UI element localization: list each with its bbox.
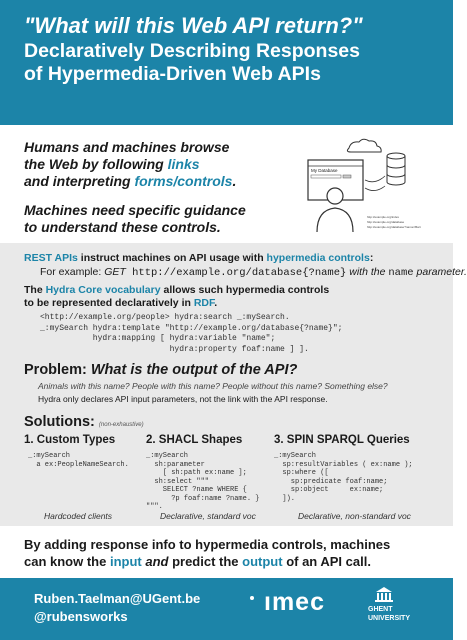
- hypermedia-controls-highlight: hypermedia controls: [266, 252, 370, 264]
- example-text: parameter.: [413, 266, 467, 278]
- output-highlight: output: [242, 554, 283, 569]
- solution-title-2: 2. SHACL Shapes: [146, 434, 243, 446]
- solution-title-1: 1. Custom Types: [24, 434, 116, 446]
- solution-code-2: _:mySearch sh:parameter [ sh:path ex:name ]; sh:select """ SELECT ?name WHERE { ?p foaf:name ?name. } """.: [146, 452, 260, 511]
- content-panel: [0, 243, 467, 526]
- problem-label: Problem:: [24, 362, 91, 378]
- university-building-icon: [374, 586, 394, 602]
- solution-title-3: 3. SPIN SPARQL Queries: [274, 434, 410, 446]
- person-body: [317, 208, 353, 232]
- problem-explanation: Hydra only declares API input parameters, not the link with the API response.: [38, 394, 328, 404]
- example-text: For example:: [40, 266, 105, 278]
- hydra-line-1: [24, 284, 329, 297]
- contact-handle[interactable]: @rubensworks: [34, 609, 128, 624]
- browser-window-title: My Database: [311, 168, 338, 173]
- conclusion-and: and: [141, 554, 169, 569]
- conclusion-text: of an API call.: [282, 554, 371, 569]
- solution-caption-1: Hardcoded clients: [44, 511, 113, 521]
- conclusion-line-1: By adding response info to hypermedia controls, machines: [24, 537, 391, 552]
- person-head: [327, 188, 343, 204]
- poster-title-line2: of Hypermedia-Driven Web APIs: [24, 63, 321, 85]
- url-line: http://example.org/database?name=Bart: [367, 225, 421, 229]
- database-icon: [387, 153, 405, 185]
- example-url: http://example.org/database{?name}: [125, 267, 347, 279]
- poster-header: [0, 0, 453, 125]
- problem-question: What is the output of the API?: [90, 362, 298, 378]
- example-text: with the: [346, 266, 389, 278]
- separator-dot: [250, 596, 254, 600]
- rest-apis-highlight: REST APIs: [24, 252, 78, 264]
- hydra-text: allows such hypermedia controls: [160, 284, 330, 296]
- ghent-university-logo: [368, 586, 411, 623]
- contact-email[interactable]: Ruben.Taelman@UGent.be: [34, 591, 201, 606]
- intro-section: [0, 125, 453, 243]
- forms-highlight: forms/controls: [134, 173, 233, 189]
- intro-text: the Web by following: [24, 156, 168, 172]
- intro-paragraph-guidance: [24, 202, 246, 236]
- poster-footer: [0, 578, 453, 640]
- problem-heading: [24, 362, 297, 378]
- hydra-line-2: [24, 297, 217, 310]
- solution-code-3: _:mySearch sp:resultVariables ( ex:name ); sp:where ([ sp:predicate foaf:name; sp:object ex:name; ]).: [274, 452, 413, 503]
- example-param: name: [388, 267, 414, 279]
- rdf-highlight: RDF: [193, 297, 215, 309]
- rest-text: instruct machines on API usage with: [77, 252, 267, 264]
- hydra-text: .: [214, 297, 218, 309]
- url-line: http://example.org/index: [367, 215, 400, 219]
- poster-title-line1: Declaratively Describing Responses: [24, 40, 360, 62]
- rest-text: :: [369, 252, 374, 264]
- imec-logo: ımec: [264, 588, 325, 616]
- contact-block: [34, 590, 200, 626]
- links-highlight: links: [167, 156, 200, 172]
- intro-paragraph-browse: [24, 139, 236, 190]
- conclusion-text: can know the: [24, 554, 110, 569]
- conclusion-text: predict the: [168, 554, 243, 569]
- solutions-note: (non-exhaustive): [98, 422, 144, 428]
- hydra-text: to be represented declaratively in: [24, 297, 194, 309]
- hydra-code-block: <http://example.org/people> hydra:search _:mySearch. _:mySearch hydra:template "http://example.org/database{?name}"; hydra:mapping [ hydra:variable "name"; hydra:property foaf:name ] ].: [40, 313, 343, 354]
- problem-examples: Animals with this name? People with this name? People without this name? Something else?: [38, 381, 388, 391]
- solution-caption-2: Declarative, standard voc: [160, 511, 256, 521]
- solutions-heading: [24, 414, 144, 430]
- url-line: http://example.org/database: [367, 220, 405, 224]
- browser-user-illustration: [305, 140, 445, 240]
- intro-text: and interpreting: [24, 173, 135, 189]
- ghent-line-1: GHENT: [368, 606, 393, 613]
- intro-text: .: [232, 173, 237, 189]
- intro-text: Humans and machines browse: [24, 139, 230, 155]
- input-highlight: input: [109, 554, 142, 569]
- conclusion: [0, 526, 453, 578]
- hydra-text: The: [24, 284, 46, 296]
- rest-apis-line: [24, 252, 373, 265]
- cloud-icon: [347, 139, 381, 152]
- solution-code-1: _:mySearch a ex:PeopleNameSearch.: [28, 452, 129, 469]
- hydra-vocab-highlight: Hydra Core vocabulary: [45, 284, 161, 296]
- solutions-label: Solutions:: [24, 414, 95, 430]
- rest-example-line: [40, 266, 467, 280]
- poster-question: "What will this Web API return?": [24, 13, 363, 38]
- solution-caption-3: Declarative, non-standard voc: [298, 511, 411, 521]
- example-get: GET: [104, 266, 126, 278]
- ghent-line-2: UNIVERSITY: [368, 615, 411, 622]
- intro-text: Machines need specific guidance: [24, 202, 246, 218]
- conclusion-line-2: [24, 553, 453, 570]
- intro-text: to understand these controls.: [24, 219, 221, 235]
